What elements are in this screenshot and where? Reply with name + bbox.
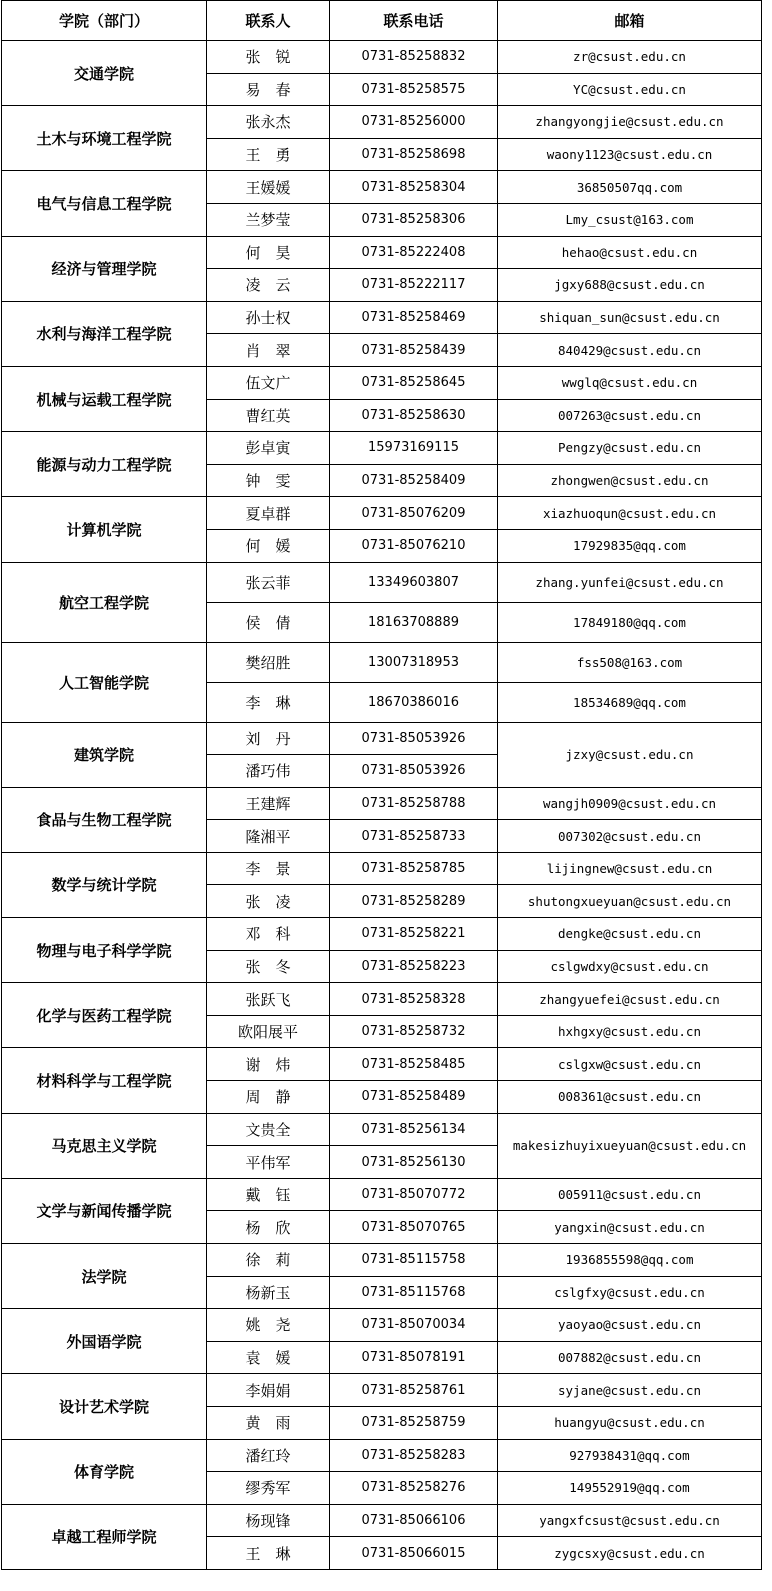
contact-email: 149552919@qq.com	[498, 1472, 762, 1505]
college-name: 经济与管理学院	[2, 236, 207, 301]
header-contact: 联系人	[207, 1, 330, 41]
contact-name: 王建辉	[207, 787, 330, 820]
contact-email: zhangyongjie@csust.edu.cn	[498, 106, 762, 139]
college-name: 食品与生物工程学院	[2, 787, 207, 852]
contact-name: 伍文广	[207, 366, 330, 399]
contact-name: 邓 科	[207, 918, 330, 951]
contact-name: 李 琳	[207, 682, 330, 722]
contact-email: wangjh0909@csust.edu.cn	[498, 787, 762, 820]
contact-email: shiquan_sun@csust.edu.cn	[498, 301, 762, 334]
contact-email: 008361@csust.edu.cn	[498, 1081, 762, 1114]
contact-phone: 0731-85258469	[330, 301, 498, 334]
contact-phone: 0731-85258761	[330, 1374, 498, 1407]
table-row	[2, 301, 762, 334]
table-row	[2, 497, 762, 530]
college-name: 建筑学院	[2, 722, 207, 787]
contact-phone: 0731-85115758	[330, 1244, 498, 1277]
contact-email: shutongxueyuan@csust.edu.cn	[498, 885, 762, 918]
contact-phone: 18670386016	[330, 682, 498, 722]
table-row	[2, 1374, 762, 1407]
contact-phone: 0731-85258759	[330, 1406, 498, 1439]
table-row	[2, 1244, 762, 1277]
contact-name: 张永杰	[207, 106, 330, 139]
contact-phone: 0731-85053926	[330, 722, 498, 755]
contact-phone: 13007318953	[330, 642, 498, 682]
contact-email: yaoyao@csust.edu.cn	[498, 1309, 762, 1342]
contact-phone: 0731-85078191	[330, 1341, 498, 1374]
contact-name: 王媛媛	[207, 171, 330, 204]
college-name: 马克思主义学院	[2, 1113, 207, 1178]
table-row	[2, 787, 762, 820]
contact-name: 孙士权	[207, 301, 330, 334]
college-name: 电气与信息工程学院	[2, 171, 207, 236]
contact-email: wwglq@csust.edu.cn	[498, 366, 762, 399]
contact-name: 钟 雯	[207, 464, 330, 497]
contact-phone: 0731-85256000	[330, 106, 498, 139]
contact-email: makesizhuyixueyuan@csust.edu.cn	[498, 1113, 762, 1178]
table-row	[2, 983, 762, 1016]
contact-name: 何 媛	[207, 529, 330, 562]
table-row	[2, 236, 762, 269]
contact-phone: 0731-85258832	[330, 41, 498, 74]
contact-phone: 0731-85258276	[330, 1472, 498, 1505]
contact-name: 张云菲	[207, 562, 330, 602]
table-row	[2, 1113, 762, 1146]
contact-email: dengke@csust.edu.cn	[498, 918, 762, 951]
contact-phone: 0731-85258485	[330, 1048, 498, 1081]
contact-phone: 0731-85258283	[330, 1439, 498, 1472]
contact-email: xiazhuoqun@csust.edu.cn	[498, 497, 762, 530]
college-name: 数学与统计学院	[2, 852, 207, 917]
contact-phone: 0731-85222117	[330, 269, 498, 302]
table-row	[2, 1178, 762, 1211]
contact-name: 樊绍胜	[207, 642, 330, 682]
contact-email: zhongwen@csust.edu.cn	[498, 464, 762, 497]
contact-name: 王 勇	[207, 138, 330, 171]
contact-phone: 0731-85076210	[330, 529, 498, 562]
table-row	[2, 106, 762, 139]
contact-phone: 0731-85256130	[330, 1146, 498, 1179]
contact-name: 袁 媛	[207, 1341, 330, 1374]
contact-email: 17929835@qq.com	[498, 529, 762, 562]
contact-name: 刘 丹	[207, 722, 330, 755]
contact-name: 张跃飞	[207, 983, 330, 1016]
college-name: 机械与运载工程学院	[2, 366, 207, 431]
contact-name: 杨现锋	[207, 1504, 330, 1537]
contact-email: cslgwdxy@csust.edu.cn	[498, 950, 762, 983]
contact-phone: 0731-85256134	[330, 1113, 498, 1146]
contact-email: 007882@csust.edu.cn	[498, 1341, 762, 1374]
contact-phone: 0731-85258306	[330, 203, 498, 236]
contact-phone: 0731-85258732	[330, 1015, 498, 1048]
contact-name: 平伟军	[207, 1146, 330, 1179]
contact-phone: 0731-85115768	[330, 1276, 498, 1309]
contact-phone: 0731-85066015	[330, 1537, 498, 1570]
contact-name: 文贵全	[207, 1113, 330, 1146]
contact-email: Pengzy@csust.edu.cn	[498, 432, 762, 465]
contact-name: 潘红玲	[207, 1439, 330, 1472]
table-row	[2, 562, 762, 602]
college-name: 水利与海洋工程学院	[2, 301, 207, 366]
header-college: 学院（部门）	[2, 1, 207, 41]
table-row	[2, 1048, 762, 1081]
contact-phone: 0731-85258304	[330, 171, 498, 204]
contact-email: hxhgxy@csust.edu.cn	[498, 1015, 762, 1048]
contact-phone: 0731-85258733	[330, 820, 498, 853]
contact-email: 007302@csust.edu.cn	[498, 820, 762, 853]
header-email: 邮箱	[498, 1, 762, 41]
contact-email: lijingnew@csust.edu.cn	[498, 852, 762, 885]
contact-name: 戴 钰	[207, 1178, 330, 1211]
college-name: 外国语学院	[2, 1309, 207, 1374]
table-row	[2, 642, 762, 682]
contact-phone: 0731-85258788	[330, 787, 498, 820]
contact-phone: 0731-85258785	[330, 852, 498, 885]
contact-phone: 18163708889	[330, 602, 498, 642]
contact-email: 36850507qq.com	[498, 171, 762, 204]
contact-phone: 0731-85066106	[330, 1504, 498, 1537]
contact-email: syjane@csust.edu.cn	[498, 1374, 762, 1407]
contact-name: 徐 莉	[207, 1244, 330, 1277]
college-name: 设计艺术学院	[2, 1374, 207, 1439]
college-name: 化学与医药工程学院	[2, 983, 207, 1048]
contact-phone: 13349603807	[330, 562, 498, 602]
contact-email: 17849180@qq.com	[498, 602, 762, 642]
table-row	[2, 918, 762, 951]
contact-name: 侯 倩	[207, 602, 330, 642]
contact-phone: 0731-85222408	[330, 236, 498, 269]
contact-name: 杨新玉	[207, 1276, 330, 1309]
contact-name: 张 凌	[207, 885, 330, 918]
contact-name: 张 冬	[207, 950, 330, 983]
contact-name: 易 春	[207, 73, 330, 106]
contact-email: Lmy_csust@163.com	[498, 203, 762, 236]
contact-name: 缪秀军	[207, 1472, 330, 1505]
contact-name: 欧阳展平	[207, 1015, 330, 1048]
contact-name: 杨 欣	[207, 1211, 330, 1244]
contact-name: 凌 云	[207, 269, 330, 302]
table-row	[2, 1504, 762, 1537]
contact-email: hehao@csust.edu.cn	[498, 236, 762, 269]
contact-email: zhangyuefei@csust.edu.cn	[498, 983, 762, 1016]
college-name: 航空工程学院	[2, 562, 207, 642]
contact-name: 谢 炜	[207, 1048, 330, 1081]
contact-name: 彭卓寅	[207, 432, 330, 465]
contact-phone: 0731-85053926	[330, 755, 498, 788]
contact-phone: 0731-85258439	[330, 334, 498, 367]
contact-name: 兰梦莹	[207, 203, 330, 236]
contact-email: huangyu@csust.edu.cn	[498, 1406, 762, 1439]
contact-phone: 0731-85258289	[330, 885, 498, 918]
contact-phone: 0731-85258645	[330, 366, 498, 399]
contact-name: 曹红英	[207, 399, 330, 432]
contact-table	[1, 0, 762, 1570]
college-name: 人工智能学院	[2, 642, 207, 722]
contact-email: zygcsxy@csust.edu.cn	[498, 1537, 762, 1570]
contact-phone: 0731-85258489	[330, 1081, 498, 1114]
contact-name: 黄 雨	[207, 1406, 330, 1439]
contact-email: zr@csust.edu.cn	[498, 41, 762, 74]
college-name: 计算机学院	[2, 497, 207, 562]
college-name: 交通学院	[2, 41, 207, 106]
table-row	[2, 41, 762, 74]
contact-name: 隆湘平	[207, 820, 330, 853]
contact-phone: 15973169115	[330, 432, 498, 465]
contact-email: YC@csust.edu.cn	[498, 73, 762, 106]
contact-phone: 0731-85070772	[330, 1178, 498, 1211]
table-row	[2, 852, 762, 885]
contact-phone: 0731-85258223	[330, 950, 498, 983]
contact-email: zhang.yunfei@csust.edu.cn	[498, 562, 762, 602]
contact-email: cslgfxy@csust.edu.cn	[498, 1276, 762, 1309]
contact-email: fss508@163.com	[498, 642, 762, 682]
contact-phone: 0731-85258698	[330, 138, 498, 171]
college-name: 文学与新闻传播学院	[2, 1178, 207, 1243]
contact-name: 夏卓群	[207, 497, 330, 530]
college-name: 物理与电子科学学院	[2, 918, 207, 983]
table-row	[2, 1309, 762, 1342]
table-row	[2, 432, 762, 465]
college-name: 卓越工程师学院	[2, 1504, 207, 1569]
contact-email: jzxy@csust.edu.cn	[498, 722, 762, 787]
contact-phone: 0731-85258221	[330, 918, 498, 951]
contact-email: 840429@csust.edu.cn	[498, 334, 762, 367]
contact-email: 007263@csust.edu.cn	[498, 399, 762, 432]
contact-phone: 0731-85070034	[330, 1309, 498, 1342]
header-phone: 联系电话	[330, 1, 498, 41]
contact-phone: 0731-85258575	[330, 73, 498, 106]
contact-name: 李娟娟	[207, 1374, 330, 1407]
contact-phone: 0731-85076209	[330, 497, 498, 530]
college-name: 材料科学与工程学院	[2, 1048, 207, 1113]
table-row	[2, 171, 762, 204]
contact-email: jgxy688@csust.edu.cn	[498, 269, 762, 302]
table-row	[2, 722, 762, 755]
college-name: 土木与环境工程学院	[2, 106, 207, 171]
contact-name: 姚 尧	[207, 1309, 330, 1342]
table-row	[2, 366, 762, 399]
contact-email: cslgxw@csust.edu.cn	[498, 1048, 762, 1081]
contact-email: waony1123@csust.edu.cn	[498, 138, 762, 171]
college-name: 法学院	[2, 1244, 207, 1309]
contact-email: 005911@csust.edu.cn	[498, 1178, 762, 1211]
contact-phone: 0731-85258630	[330, 399, 498, 432]
contact-email: 18534689@qq.com	[498, 682, 762, 722]
contact-email: 927938431@qq.com	[498, 1439, 762, 1472]
table-row	[2, 1439, 762, 1472]
college-name: 能源与动力工程学院	[2, 432, 207, 497]
contact-phone: 0731-85070765	[330, 1211, 498, 1244]
contact-name: 李 景	[207, 852, 330, 885]
contact-name: 周 静	[207, 1081, 330, 1114]
contact-phone: 0731-85258328	[330, 983, 498, 1016]
contact-email: 1936855598@qq.com	[498, 1244, 762, 1277]
contact-phone: 0731-85258409	[330, 464, 498, 497]
contact-name: 肖 翠	[207, 334, 330, 367]
table-body	[2, 41, 762, 1570]
college-name: 体育学院	[2, 1439, 207, 1504]
contact-email: yangxfcsust@csust.edu.cn	[498, 1504, 762, 1537]
contact-name: 何 昊	[207, 236, 330, 269]
contact-name: 王 琳	[207, 1537, 330, 1570]
header-row	[2, 1, 762, 41]
contact-name: 潘巧伟	[207, 755, 330, 788]
contact-email: yangxin@csust.edu.cn	[498, 1211, 762, 1244]
contact-name: 张 锐	[207, 41, 330, 74]
